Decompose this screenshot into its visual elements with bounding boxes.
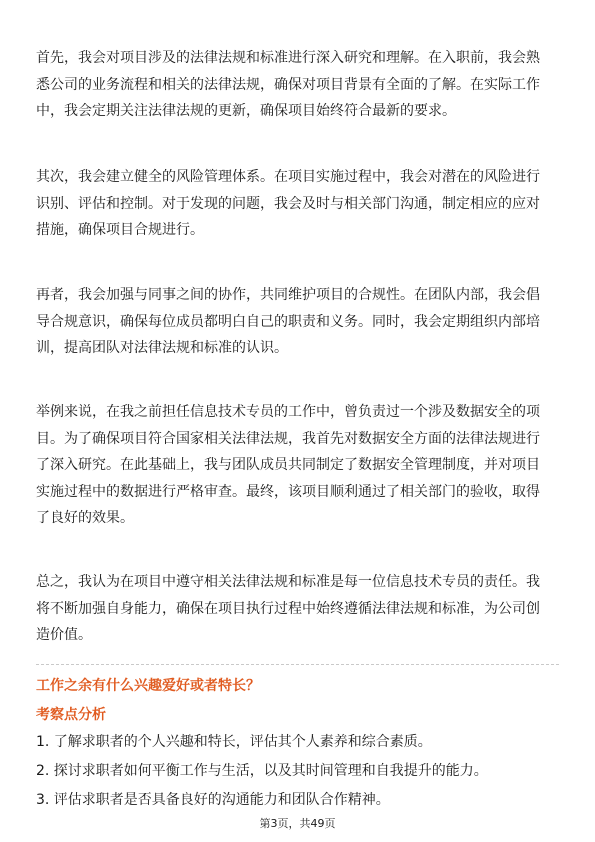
paragraph-third: [36, 282, 562, 362]
paragraph-line: 总之，我认为在项目中遵守相关法律法规和标准是每一位信息技术专员的责任。我: [36, 574, 540, 590]
paragraph-line: 训，提高团队对法律法规和标准的认识。: [36, 340, 288, 356]
paragraph-second: [36, 164, 562, 244]
paragraph-line: 其次，我会建立健全的风险管理体系。在项目实施过程中，我会对潜在的风险进行: [36, 169, 540, 185]
question-heading: 工作之余有什么兴趣爱好或者特长？: [36, 678, 260, 694]
section-divider: [36, 664, 559, 665]
analysis-item: 2. 探讨求职者如何平衡工作与生活，以及其时间管理和自我提升的能力。: [36, 763, 488, 779]
paragraph-conclusion: [36, 569, 562, 649]
analysis-heading: 考察点分析: [36, 707, 106, 723]
analysis-item: 3. 评估求职者是否具备良好的沟通能力和团队合作精神。: [36, 792, 390, 808]
page-number-footer: 第3页，共49页: [259, 817, 336, 830]
paragraph-line: 中，我会定期关注法律法规的更新，确保项目始终符合最新的要求。: [36, 103, 456, 119]
paragraph-line: 举例来说，在我之前担任信息技术专员的工作中，曾负责过一个涉及数据安全的项: [36, 404, 540, 420]
paragraph-first: [36, 45, 562, 125]
paragraph-line: 措施，确保项目合规进行。: [36, 222, 204, 238]
analysis-item: 1. 了解求职者的个人兴趣和特长，评估其个人素养和综合素质。: [36, 734, 432, 750]
paragraph-line: 悉公司的业务流程和相关的法律法规，确保对项目背景有全面的了解。在实际工作: [36, 76, 540, 93]
paragraph-line: 目。为了确保项目符合国家相关法律法规，我首先对数据安全方面的法律法规进行: [36, 430, 540, 447]
paragraph-line: 导合规意识，确保每位成员都明白自己的职责和义务。同时，我会定期组织内部培: [36, 313, 540, 330]
paragraph-line: 识别、评估和控制。对于发现的问题，我会及时与相关部门沟通，制定相应的应对: [36, 195, 540, 212]
paragraph-line: 了良好的效果。: [36, 510, 134, 526]
paragraph-line: 再者，我会加强与同事之间的协作，共同维护项目的合规性。在团队内部，我会倡: [36, 287, 540, 303]
paragraph-line: 首先，我会对项目涉及的法律法规和标准进行深入研究和理解。在入职前，我会熟: [36, 50, 540, 66]
paragraph-line: 造价值。: [36, 627, 92, 643]
paragraph-line: 将不断加强自身能力，确保在项目执行过程中始终遵循法律法规和标准，为公司创: [36, 600, 540, 617]
paragraph-line: 实施过程中的数据进行严格审查。最终，该项目顺利通过了相关部门的验收，取得: [36, 483, 540, 500]
paragraph-line: 了深入研究。在此基础上，我与团队成员共同制定了数据安全管理制度，并对项目: [36, 457, 540, 473]
paragraph-example: [36, 399, 562, 532]
